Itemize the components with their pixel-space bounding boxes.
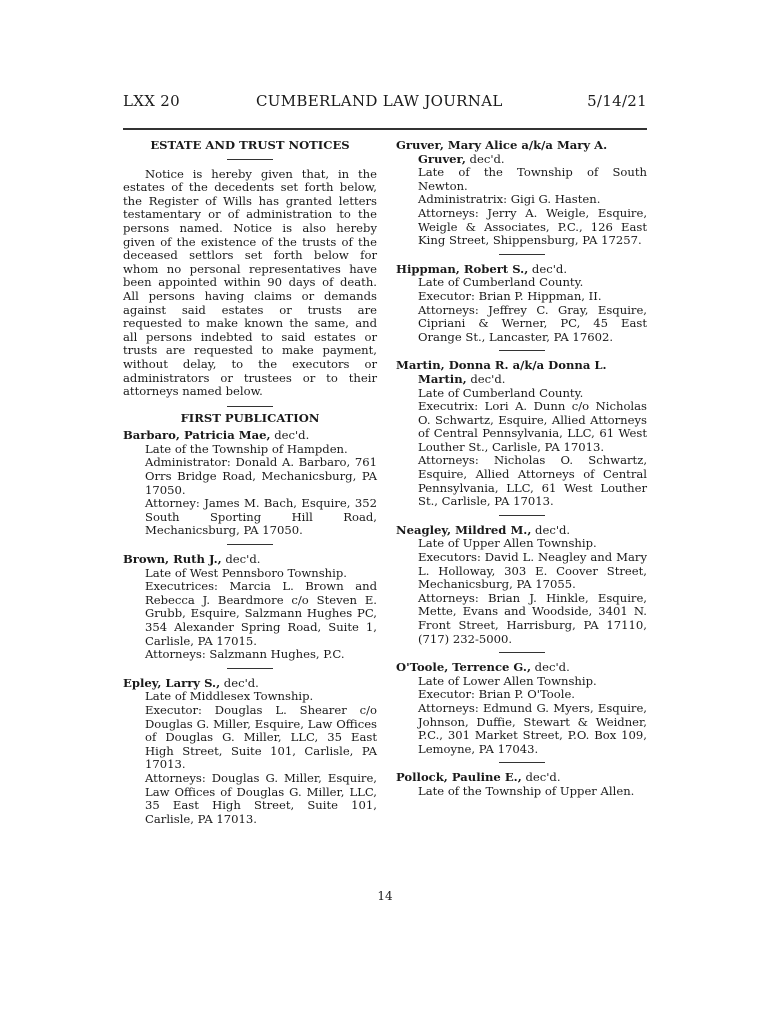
entry-detail-line: Executors: David L. Neagley and Mary L. Holloway, 303 E. Coover Street, Mechanicsburg, PA 17055. [418, 550, 647, 592]
page-number: 14 [377, 889, 393, 903]
entry-divider [499, 652, 545, 653]
publication-heading: FIRST PUBLICATION [180, 410, 320, 425]
estate-entry [123, 677, 377, 827]
decedent-name: Neagley, Mildred M., [396, 522, 532, 537]
decedent-name: Pollock, Pauline E., [396, 770, 522, 785]
decedent-name: Barbaro, Patricia Mae, [123, 428, 271, 443]
journal-title: CUMBERLAND LAW JOURNAL [256, 92, 503, 110]
decedent-heading [396, 771, 647, 785]
entry-detail-line: Executor: Douglas L. Shearer c/o Douglas G. Miller, Esquire, Law Offices of Douglas G. Miller, LLC, 35 East High Street, Suite 101, Carlisle, PA 17013. [145, 702, 377, 772]
entry-detail-line: Late of the Township of Hampden. [145, 441, 348, 456]
header-rule [123, 128, 647, 130]
entry-detail-line: Late of West Pennsboro Township. [145, 565, 347, 580]
decedent-heading [123, 553, 377, 567]
deceased-suffix: dec'd. [521, 770, 561, 785]
entry-detail-line: Late of Lower Allen Township. [418, 673, 597, 688]
estate-entry [396, 771, 647, 798]
entry-detail-line: Executor: Brian P. O'Toole. [418, 687, 575, 702]
section-title: ESTATE AND TRUST NOTICES [150, 138, 350, 152]
left-column [123, 139, 377, 826]
deceased-suffix: dec'd. [466, 371, 506, 386]
left-entry-list [123, 429, 377, 826]
notice-divider [227, 406, 273, 407]
notice-paragraph: Notice is hereby given that, in the estates of the decedents set forth below, the Register of Wills has granted letters testamentary or of administration to the persons named. Notice is also hereby given of the existence of the trusts of the deceased settlors set forth below for whom no personal representatives have been appointed within 90 days of death. All persons having claims or demands against said estates or trusts are requested to make known the same, and all persons indebted to said estates or trusts are requested to make payment, without delay, to the executors or administrators or trustees or to their attorneys named below. [123, 166, 377, 399]
volume-number: LXX 20 [123, 92, 180, 110]
entry-detail-line: Attorneys: Douglas G. Miller, Esquire, Law Offices of Douglas G. Miller, LLC, 35 East High Street, Suite 101, Carlisle, PA 17013. [145, 770, 377, 826]
deceased-suffix: dec'd. [465, 151, 505, 166]
decedent-name: Hippman, Robert S., [396, 261, 529, 276]
entry-divider [499, 350, 545, 351]
entry-divider [499, 515, 545, 516]
decedent-heading [396, 139, 647, 166]
decedent-heading [396, 524, 647, 538]
decedent-heading [123, 677, 377, 691]
entry-detail-line: Late of Cumberland County. [418, 275, 584, 290]
decedent-heading [396, 263, 647, 277]
entry-divider [499, 762, 545, 763]
issue-date: 5/14/21 [587, 92, 647, 110]
estate-entry [396, 661, 647, 756]
entry-detail-line: Administratrix: Gigi G. Hasten. [418, 192, 601, 207]
entry-divider [227, 544, 273, 545]
decedent-name: Martin, Donna R. a/k/a Donna L. Martin, [396, 358, 607, 386]
deceased-suffix: dec'd. [531, 660, 570, 675]
entry-detail-line: Late of Upper Allen Township. [418, 536, 597, 551]
estate-entry [396, 263, 647, 345]
decedent-name: O'Toole, Terrence G., [396, 660, 531, 675]
entry-detail-line: Executrices: Marcia L. Brown and Rebecca J. Beardmore c/o Steven E. Grubb, Esquire, Salzmann Hughes PC, 354 Alexander Spring Road, Suite 1, Carlisle, PA 17015. [145, 579, 377, 648]
entry-detail-line: Attorneys: Salzmann Hughes, P.C. [145, 647, 345, 662]
entry-detail-line: Executor: Brian P. Hippman, II. [418, 288, 602, 303]
entry-detail-line: Late of the Township of South Newton. [418, 165, 647, 193]
entry-detail-line: Attorneys: Jerry A. Weigle, Esquire, Weigle & Associates, P.C., 126 East King Street, Shippensburg, PA 17257. [418, 205, 647, 248]
deceased-suffix: dec'd. [220, 675, 259, 690]
entry-detail-line: Attorneys: Edmund G. Myers, Esquire, Johnson, Duffie, Stewart & Weidner, P.C., 301 Market Street, P.O. Box 109, Lemoyne, PA 17043. [418, 700, 647, 756]
entry-detail-line: Attorney: James M. Bach, Esquire, 352 South Sporting Hill Road, Mechanicsburg, PA 17050. [145, 496, 377, 538]
estate-entry [123, 553, 377, 662]
estate-entry [123, 429, 377, 538]
decedent-heading [396, 359, 647, 386]
deceased-suffix: dec'd. [270, 428, 310, 443]
entry-detail-line: Executrix: Lori A. Dunn c/o Nicholas O. Schwartz, Esquire, Allied Attorneys of Central Pennsylvania, LLC, 61 West Louther St., Carlisle, PA 17013. [418, 399, 647, 454]
right-column [396, 139, 647, 799]
title-divider [227, 159, 273, 160]
entry-detail-line: Late of Cumberland County. [418, 385, 584, 400]
running-header [123, 92, 647, 114]
entry-divider [227, 668, 273, 669]
decedent-name: Brown, Ruth J., [123, 552, 222, 567]
deceased-suffix: dec'd. [528, 261, 568, 276]
entry-detail-line: Administrator: Donald A. Barbaro, 761 Orrs Bridge Road, Mechanicsburg, PA 17050. [145, 455, 377, 497]
entry-detail-line: Attorneys: Nicholas O. Schwartz, Esquire, Allied Attorneys of Central Pennsylvania, LLC, 61 West Louther St., Carlisle, PA 17013. [418, 453, 647, 509]
entry-detail-line: Attorneys: Brian J. Hinkle, Esquire, Mette, Evans and Woodside, 3401 N. Front Street, Harrisburg, PA 17110, (717) 232-5000. [418, 590, 647, 646]
decedent-name: Gruver, Mary Alice a/k/a Mary A. Gruver, [396, 138, 608, 166]
right-entry-list [396, 139, 647, 799]
decedent-heading [123, 429, 377, 443]
estate-entry [396, 524, 647, 646]
entry-detail-line: Late of the Township of Upper Allen. [418, 783, 635, 798]
deceased-suffix: dec'd. [221, 552, 261, 567]
entry-divider [499, 254, 545, 255]
estate-entry [396, 359, 647, 509]
decedent-name: Epley, Larry S., [123, 675, 221, 690]
estate-entry [396, 139, 647, 248]
decedent-heading [396, 661, 647, 675]
entry-detail-line: Attorneys: Jeffrey C. Gray, Esquire, Cipriani & Werner, PC, 45 East Orange St., Lancaster, PA 17602. [418, 302, 647, 344]
entry-detail-line: Late of Middlesex Township. [145, 689, 314, 704]
deceased-suffix: dec'd. [531, 522, 571, 537]
